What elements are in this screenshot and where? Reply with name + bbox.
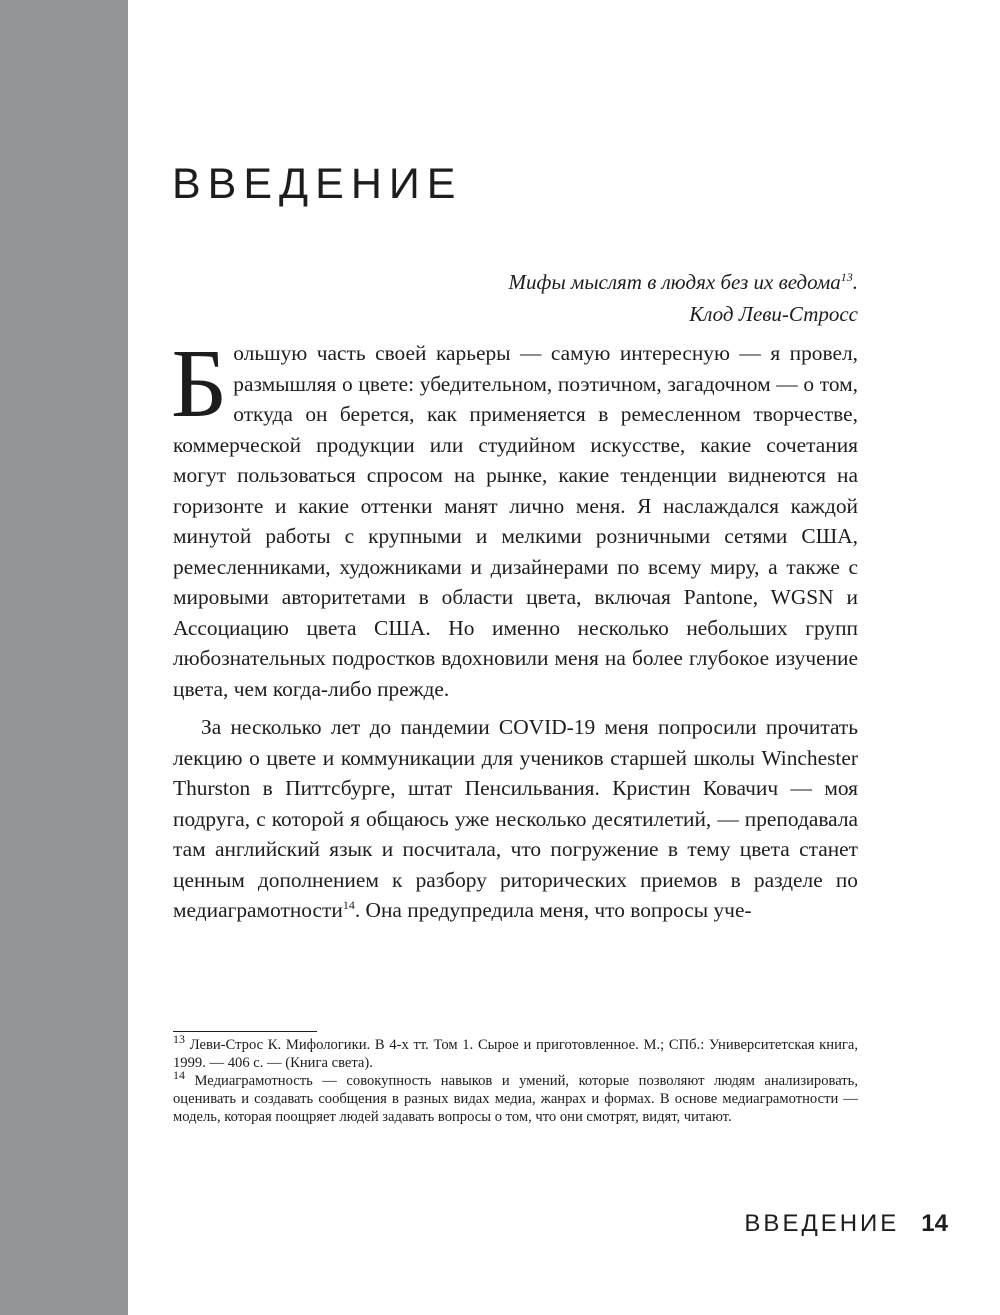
footnote-14 bbox=[173, 1068, 858, 1126]
epigraph-quote bbox=[509, 266, 858, 298]
body-text bbox=[171, 330, 858, 926]
paragraph-2-text: За несколько лет до пандемии COVID-19 меня попросили прочитать лекцию о цвете и коммуникации для учеников старшей школы Winchester Thurston в Питтсбурге, штат Пенсильвания. Кристин Ковачич — моя подруга, с которой я общаюсь уже несколько десятилетий, — преподавала там английский язык и посчитала, что погружение в тему цвета станет ценным дополнением к разбору риторических приемов в разделе по медиаграмотности bbox=[173, 715, 858, 922]
running-head: ВВЕДЕНИЕ bbox=[744, 1210, 900, 1237]
drop-cap: Б bbox=[171, 330, 228, 438]
paragraph-2-text-end: . Она предупредила меня, что вопросы уче- bbox=[354, 898, 752, 922]
footnote-ref-13[interactable]: 13 bbox=[840, 270, 853, 284]
footnotes bbox=[173, 1032, 858, 1126]
page-footer bbox=[744, 1210, 948, 1238]
footnote-divider bbox=[173, 1031, 317, 1032]
paragraph-1-text: ольшую часть своей карьеры — самую интересную — я провел, размышляя о цвете: убедительном, поэтичном, загадочном — о том, откуда он берется, как применяется в ремесленном творчестве, коммерческой продукции или студийном искусстве, какие сочетания могут пользоваться спросом на рынке, какие тенденции виднеются на горизонте и какие оттенки манят лично меня. Я наслаждался каждой минутой работы с крупными и мелкими розничными сетями США, ремесленниками, художниками и дизайнерами по всему миру, а также с мировыми авторитетами в области цвета, включая Pantone, WGSN и Ассоциацию цвета США. Но именно несколько небольших групп любознательных подростков вдохновили меня на более глубокое изучение цвета, чем когда-либо прежде. bbox=[173, 341, 858, 701]
footnote-number: 13 bbox=[173, 1032, 185, 1047]
page-number: 14 bbox=[921, 1210, 948, 1237]
chapter-title: ВВЕДЕНИЕ bbox=[172, 160, 463, 208]
epigraph bbox=[509, 266, 858, 330]
paragraph-2 bbox=[173, 712, 858, 926]
paragraph-1 bbox=[171, 330, 858, 704]
footnote-ref-14[interactable]: 14 bbox=[342, 897, 355, 912]
epigraph-quote-end: . bbox=[852, 270, 858, 294]
footnote-text: Медиаграмотность — совокупность навыков и умений, которые позволяют людям анализировать, оценивать и создавать сообщения в разных видах медиа, жанрах и формах. В основе медиаграмотности — модель, которая поощряет людей задавать вопросы о том, что они смотрят, видят, читают. bbox=[173, 1073, 858, 1125]
epigraph-quote-text: Мифы мыслят в людях без их ведома bbox=[508, 270, 841, 294]
side-color-band bbox=[0, 0, 128, 1315]
epigraph-author: Клод Леви-Стросс bbox=[689, 302, 858, 326]
footnote-13 bbox=[173, 1032, 858, 1072]
footnote-text: Леви-Строс К. Мифологики. В 4-х тт. Том 1. Сырое и приготовленное. М.; СПб.: Университетская книга, 1999. — 406 с. — (Книга света). bbox=[173, 1037, 858, 1071]
footnote-number: 14 bbox=[173, 1068, 185, 1083]
